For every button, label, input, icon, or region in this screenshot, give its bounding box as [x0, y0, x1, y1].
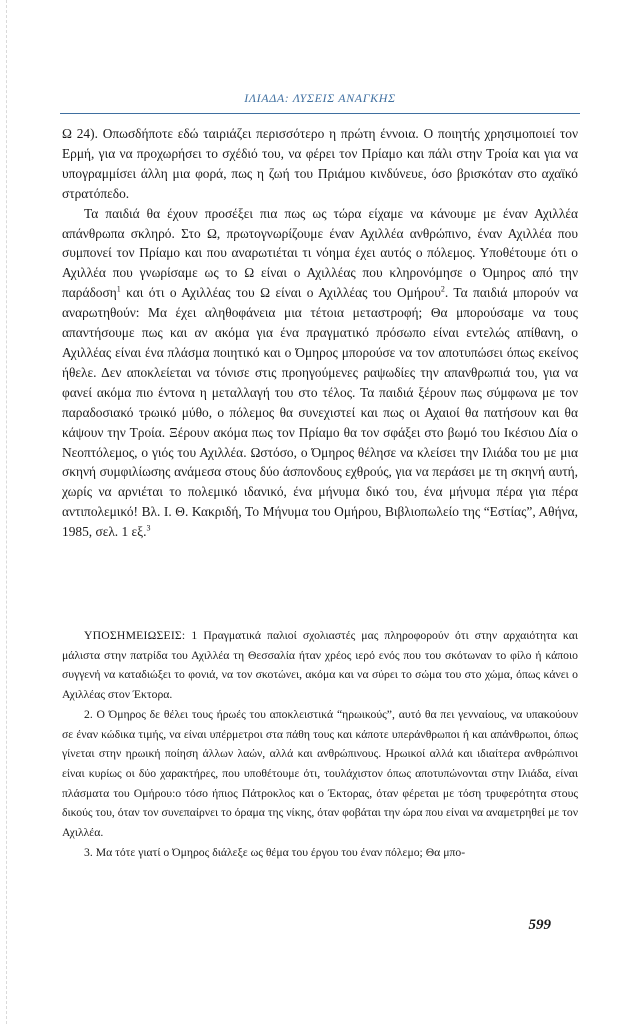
paragraph-2-part-1: Τα παιδιά θα έχουν προσέξει πια πως ως τώρα είχαμε να κάνουμε με έναν Αχιλλέα απάνθρωπα σκληρό. Στο Ω, πρωτογνωρίζουμε έναν Αχιλλέα ανθρώπινο, έναν Αχιλλέα που συμπονεί τον Πρίαμο και που αναρωτιέται τι νόημα έχει αυτός ο πόλεμος. Υποθέτουμε ότι ο Αχιλλέα που γνωρίσαμε ως το Ω είναι ο Αχιλλέας που κληρονόμησε ο Όμηρος από την παράδοση	[62, 205, 578, 301]
paragraph-1: Ω 24). Οπωσδήποτε εδώ ταιριάζει περισσότερο η πρώτη έννοια. Ο ποιητής χρησιμοποιεί τον Ερμή, για να προχωρήσει το σχέδιό του, να φέρει τον Πρίαμο και πάλι στην Τροία και για να υπογραμμίσει άλλη μια φορά, πως η ζωή του Πριάμου κινδύνευε, όσο βρισκόταν στο αχαϊκό στρατόπεδο.	[62, 126, 578, 201]
header-rule	[60, 113, 580, 114]
footnote-2: 2. Ο Όμηρος δε θέλει τους ήρωές του αποκλειστικά “ηρωικούς”, αυτό θα πει γενναίους, να υπακούουν σε έναν κώδικα τιμής, να είναι υπέρμετροι στα πάθη τους και κάποτε υπεράνθρωποι ή και απάνθρωποι, όπως γίνεται στην ηρωική ποίηση άλλων λαών, αλλά και ανθρώπινους. Ηρωικοί αλλά και ιδιαίτερα ανθρώπινοι είναι κυρίως οι δύο χαρακτήρες, που υποθέτουμε ότι, τουλάχιστον όπως αποτυπώνονται στην Ιλιάδα, είναι πλάσματα του Ομήρου:ο τόσο ήπιος Πάτροκλος και ο Έκτορας, όταν φέρεται με τόση τρυφερότητα στους δικούς του, όταν τον συνεπαίρνει το όραμα της νίκης, όταν φοβάται την ώρα που είναι να αναμετρηθεί με τον Αχιλλέα.	[62, 707, 578, 840]
footnote-ref-2: 2	[440, 284, 445, 294]
footnotes	[62, 626, 578, 862]
page-number: 599	[528, 917, 551, 933]
footnote-1-text: 1 Πραγματικά παλιοί σχολιαστές μας πληροφορούν ότι στην αρχαιότητα και μάλιστα στην πατρίδα του Αχιλλέα τη Θεσσαλία ήταν χρέος ιερό ενός που του σκότωναν το φίλο ή κάποιο συγγενή να καταδιώξει το φονιά, να τον σκοτώνει, ακόμα και να σύρει το σώμα του στο χώμα, όπως κάνει ο Αχιλλέας στον Έκτορα.	[62, 629, 578, 702]
page-edge	[0, 0, 7, 1024]
footnote-1	[62, 626, 578, 705]
footnote-3: 3. Μα τότε γιατί ο Όμηρος διάλεξε ως θέμα του έργου του έναν πόλεμο; Θα μπο-	[84, 845, 466, 859]
running-header: ΙΛΙΑΔΑ: ΛΥΣΕΙΣ ΑΝΑΓΚΗΣ	[244, 91, 396, 105]
paragraph-2-part-3: . Τα παιδιά μπορούν να αναρωτηθούν: Μα έχει αληθοφάνεια μια τέτοια μεταστροφή; Θα μπορούσαμε να τους απαντήσουμε πως και αν ακόμα για ένα πραγματικό πρόσωπο είναι εντελώς απίθανη, ο Αχιλλέας είναι ένα πλάσμα ποιητικό και ο Όμηρος μπορούσε να τον αποτυπώσει όπως εκείνος ήθελε. Δεν αποκλείεται να τόνισε στις προηγούμενες ραψωδίες την απανθρωπιά του, για να φανεί ακόμα πιο έντονα η μεταλλαγή του στο τέλος. Τα παιδιά ξέρουν πως σύμφωνα με τον παραδοσιακό τρωικό μύθο, ο πόλεμος θα συνεχιστεί και πως οι Αχαιοί θα πατήσουν και θα κάψουν την Τροία. Ξέρουν ακόμα πως τον Πρίαμο θα τον σφάξει στο βωμό του Ικέσιου Δία ο Νεοπτόλεμος, ο γιός του Αχιλλέα. Ωστόσο, ο Όμηρος θέλησε να κλείσει την Ιλιάδα του με μια σκηνή συμφιλίωσης ανάμεσα στους δύο άσπονδους εχθρούς, για να περάσει με τη σκηνή αυτή, χωρίς να αρνιέται το πολεμικό ιδανικό, ένα μήνυμα δικό του, ένα μήνυμα πέρα για πέρα αντιπολεμικό! Βλ. Ι. Θ. Κακριδή, Το Μήνυμα του Ομήρου, Βιβλιοπωλείο της “Εστίας”, Αθήνα, 1985, σελ. 1 εξ.	[62, 285, 578, 540]
main-text	[62, 124, 578, 542]
footnote-ref-3: 3	[146, 523, 151, 533]
paragraph-2	[62, 204, 578, 542]
paragraph-2-part-2: και ότι ο Αχιλλέας του Ω είναι ο Αχιλλέας του Ομήρου	[120, 285, 441, 301]
footnotes-label: ΥΠΟΣΗΜΕΙΩΣΕΙΣ:	[84, 629, 186, 642]
footnote-ref-1: 1	[116, 284, 121, 294]
